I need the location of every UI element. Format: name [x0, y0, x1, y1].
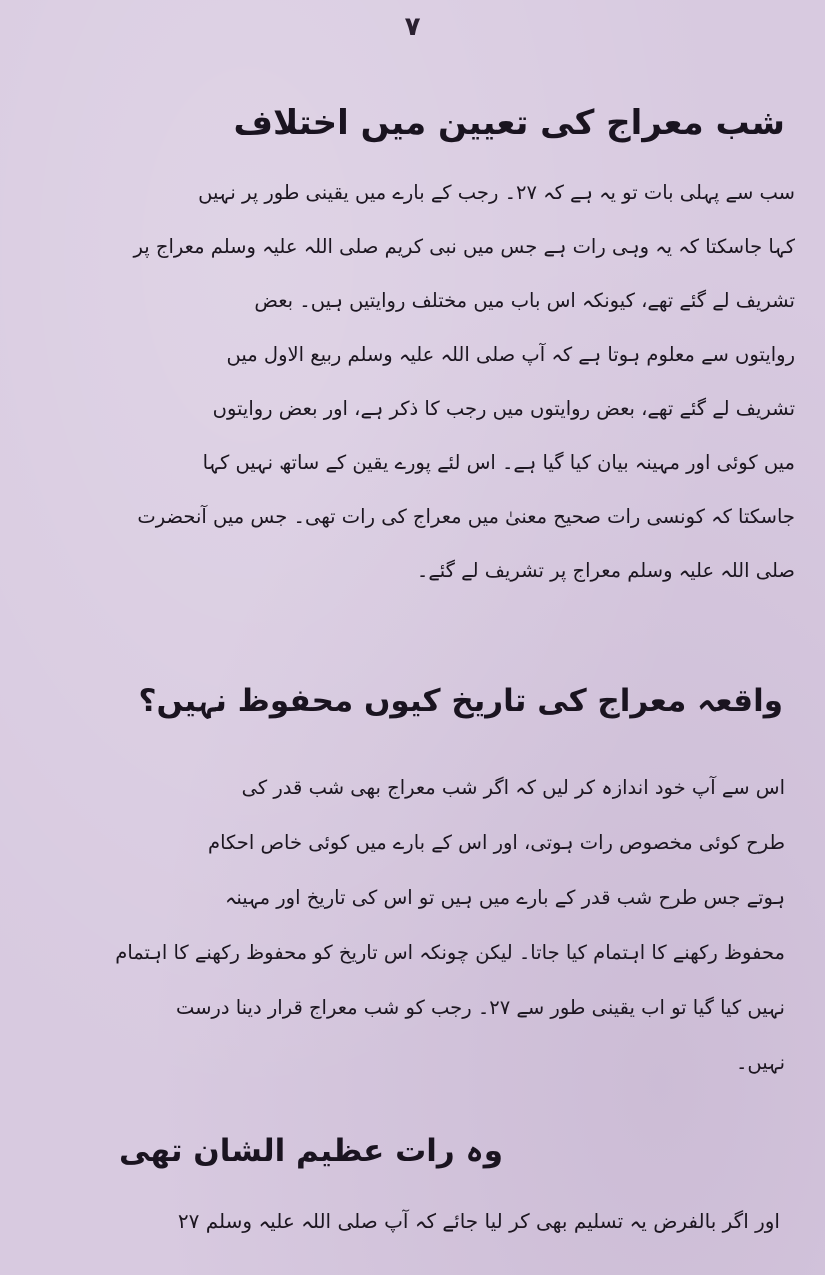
text-line: روایتوں سے معلوم ہوتا ہے کہ آپ صلی اللہ علیہ وسلم ربیع الاول میں — [226, 343, 795, 366]
text-line: تشریف لے گئے تھے، بعض روایتوں میں رجب کا ذکر ہے، اور بعض روایتوں — [212, 397, 795, 420]
text-line: نہیں۔ — [735, 1051, 785, 1074]
text-line: سب سے پہلی بات تو یہ ہے کہ ۲۷۔ رجب کے بارے میں یقینی طور پر نہیں — [198, 181, 795, 204]
text-line: نہیں کیا گیا تو اب یقینی طور سے ۲۷۔ رجب کو شب معراج قرار دینا درست — [175, 996, 785, 1019]
text-line: اس سے آپ خود اندازہ کر لیں کہ اگر شب معراج بھی شب قدر کی — [241, 776, 785, 799]
text-line: تشریف لے گئے تھے، کیونکہ اس باب میں مختلف روایتیں ہیں۔ بعض — [254, 289, 795, 312]
section-heading-disagreement: شب معراج کی تعیین میں اختلاف — [233, 103, 785, 143]
text-line: کہا جاسکتا کہ یہ وہی رات ہے جس میں نبی کریم صلی اللہ علیہ وسلم معراج پر — [133, 235, 795, 258]
text-line: جاسکتا کہ کونسی رات صحیح معنیٰ میں معراج کی رات تھی۔ جس میں آنحضرت — [137, 505, 795, 528]
paragraph-disagreement — [20, 166, 795, 598]
text-line: محفوظ رکھنے کا اہتمام کیا جاتا۔ لیکن چونکہ اس تاریخ کو محفوظ رکھنے کا اہتمام — [115, 941, 785, 964]
paragraph-date-not-preserved — [25, 760, 785, 1090]
section-heading-date-not-preserved: واقعہ معراج کی تاریخ کیوں محفوظ نہیں؟ — [138, 683, 783, 719]
page-number: ۷ — [404, 12, 421, 42]
text-line: ہوتے جس طرح شب قدر کے بارے میں ہیں تو اس کی تاریخ اور مہینہ — [225, 886, 785, 909]
text-line: میں کوئی اور مہینہ بیان کیا گیا ہے۔ اس لئے پورے یقین کے ساتھ نہیں کہا — [202, 451, 795, 474]
text-line: اور اگر بالفرض یہ تسلیم بھی کر لیا جائے کہ آپ صلی اللہ علیہ وسلم ۲۷ — [177, 1209, 780, 1233]
paragraph-great-night — [60, 1196, 780, 1246]
text-line: طرح کوئی مخصوص رات ہوتی، اور اس کے بارے میں کوئی خاص احکام — [208, 831, 785, 854]
text-line: صلی اللہ علیہ وسلم معراج پر تشریف لے گئے۔ — [416, 559, 795, 582]
section-heading-great-night: وہ رات عظیم الشان تھی — [119, 1133, 503, 1169]
